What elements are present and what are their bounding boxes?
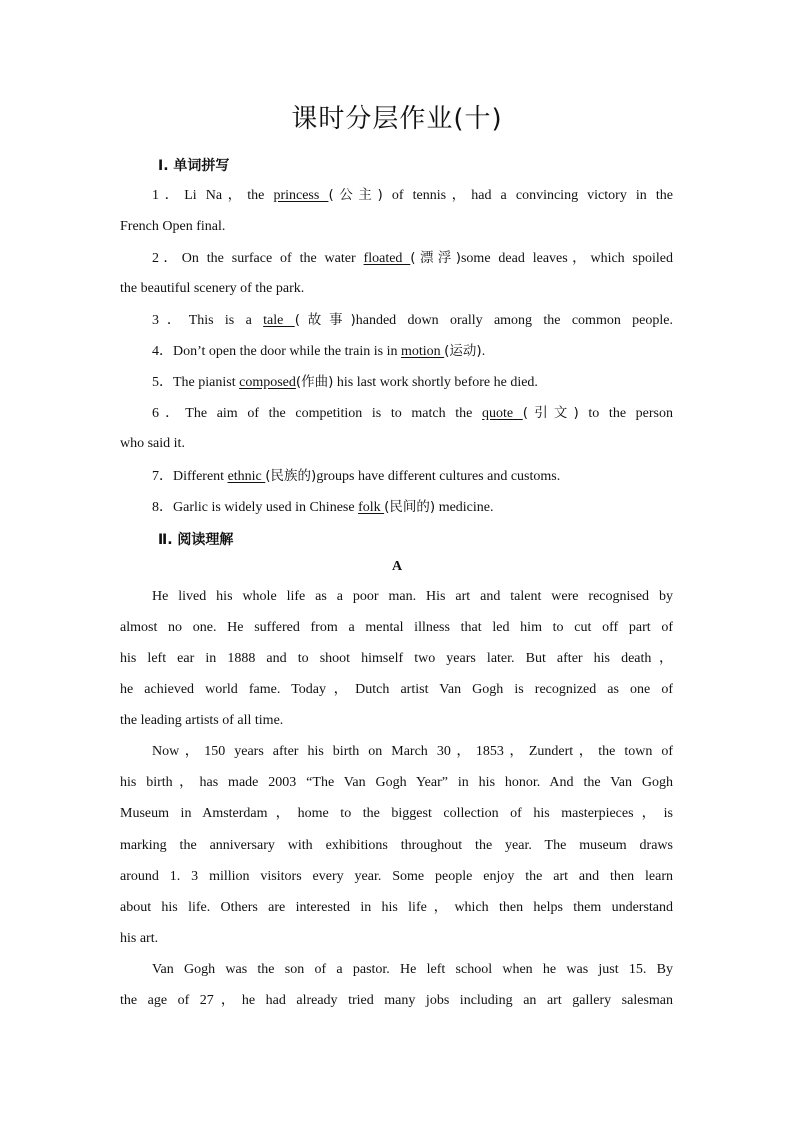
question-7-line-1 xyxy=(152,467,673,486)
question-text: his last work shortly before he died. xyxy=(333,375,538,390)
paragraph-1-line: He lived his whole life as a poor man. His art and talent were recognised by xyxy=(152,589,673,604)
paragraph-1-line: the leading artists of all time. xyxy=(120,713,284,728)
answer-blank: folk xyxy=(358,500,385,515)
question-number: 2． xyxy=(152,251,182,266)
question-2-line-1 xyxy=(152,249,673,268)
paragraph-1-line: almost no one. He suffered from a mental illness that led him to cut off part of xyxy=(120,620,673,635)
page-title: 课时分层作业(十) xyxy=(291,104,503,134)
chinese-hint: (民族的) xyxy=(265,468,317,484)
question-text: Garlic is widely used in Chinese xyxy=(173,500,359,515)
answer-blank: tale xyxy=(263,313,295,328)
section-heading-reading: Ⅱ. 阅读理解 xyxy=(158,532,234,548)
chinese-hint: (作曲) xyxy=(295,374,334,390)
question-text: to the person xyxy=(578,406,673,421)
question-number: 1． xyxy=(152,188,185,203)
question-4-line-1 xyxy=(152,342,673,361)
question-text: On the surface of the water xyxy=(181,251,364,266)
question-3-line-1 xyxy=(152,311,673,330)
paragraph-2-line: marking the anniversary with exhibitions throughout the year. The museum draws xyxy=(120,838,673,853)
chinese-hint: (故事) xyxy=(294,312,356,328)
question-number: 3． xyxy=(152,313,189,328)
question-number: 5． xyxy=(152,375,173,390)
question-text: of tennis，had a convincing victory in the xyxy=(382,188,674,203)
paragraph-2-line: about his life. Others are interested in his life，which then helps them understand xyxy=(120,900,673,915)
chinese-hint: (引文) xyxy=(522,405,579,421)
paragraph-2-line: his birth，has made 2003 “The Van Gogh Year” in his honor. And the Van Gogh xyxy=(120,775,673,790)
question-6-line-2: who said it. xyxy=(120,436,185,451)
chinese-hint: (运动) xyxy=(444,343,482,359)
question-text: groups have different cultures and customs. xyxy=(316,469,561,484)
question-number: 6． xyxy=(152,406,186,421)
paragraph-2-line: his art. xyxy=(120,931,159,946)
chinese-hint: (民间的) xyxy=(384,499,436,515)
question-1-line-1 xyxy=(152,186,673,205)
answer-blank: floated xyxy=(363,251,411,266)
question-number: 8． xyxy=(152,500,173,515)
question-text: The pianist xyxy=(173,375,240,390)
question-text: Different xyxy=(173,469,228,484)
question-text: Li Na，the xyxy=(184,188,274,203)
paragraph-2-line: around 1. 3 million visitors every year. Some people enjoy the art and then learn xyxy=(120,869,673,884)
paragraph-3-line: Van Gogh was the son of a pastor. He left school when he was just 15. By xyxy=(152,962,673,977)
question-text: This is a xyxy=(188,313,264,328)
chinese-hint: (公主) xyxy=(328,187,383,203)
question-text: medicine. xyxy=(435,500,494,515)
chinese-hint: (漂浮) xyxy=(410,250,461,266)
answer-blank: ethnic xyxy=(227,469,266,484)
question-number: 4． xyxy=(152,344,173,359)
question-text: some dead leaves，which spoiled xyxy=(460,251,674,266)
question-6-line-1 xyxy=(152,404,673,423)
question-text: The aim of the competition is to match the xyxy=(185,406,483,421)
paragraph-2-line: Now，150 years after his birth on March 30，1853，Zundert，the town of xyxy=(152,744,673,759)
passage-label: A xyxy=(391,559,403,574)
question-text: Don’t open the door while the train is in xyxy=(173,344,401,359)
question-text: . xyxy=(481,344,486,359)
section-heading-spelling: Ⅰ. 单词拼写 xyxy=(158,158,230,174)
answer-blank: composed xyxy=(239,375,296,390)
answer-blank: motion xyxy=(400,344,445,359)
paragraph-1-line: his left ear in 1888 and to shoot himself two years later. But after his death， xyxy=(120,651,673,666)
answer-blank: quote xyxy=(482,406,523,421)
answer-blank: princess xyxy=(273,188,329,203)
paragraph-2-line: Museum in Amsterdam，home to the biggest collection of his masterpieces，is xyxy=(120,806,673,821)
question-8-line-1 xyxy=(152,498,673,517)
question-text: handed down orally among the common people. xyxy=(355,313,673,328)
question-number: 7． xyxy=(152,469,173,484)
paragraph-3-line: the age of 27，he had already tried many jobs including an art gallery salesman xyxy=(120,993,673,1008)
paragraph-1-line: he achieved world fame. Today，Dutch artist Van Gogh is recognized as one of xyxy=(120,682,673,697)
question-1-line-2: French Open final. xyxy=(120,219,226,234)
question-5-line-1 xyxy=(152,373,673,392)
question-2-line-2: the beautiful scenery of the park. xyxy=(120,281,305,296)
